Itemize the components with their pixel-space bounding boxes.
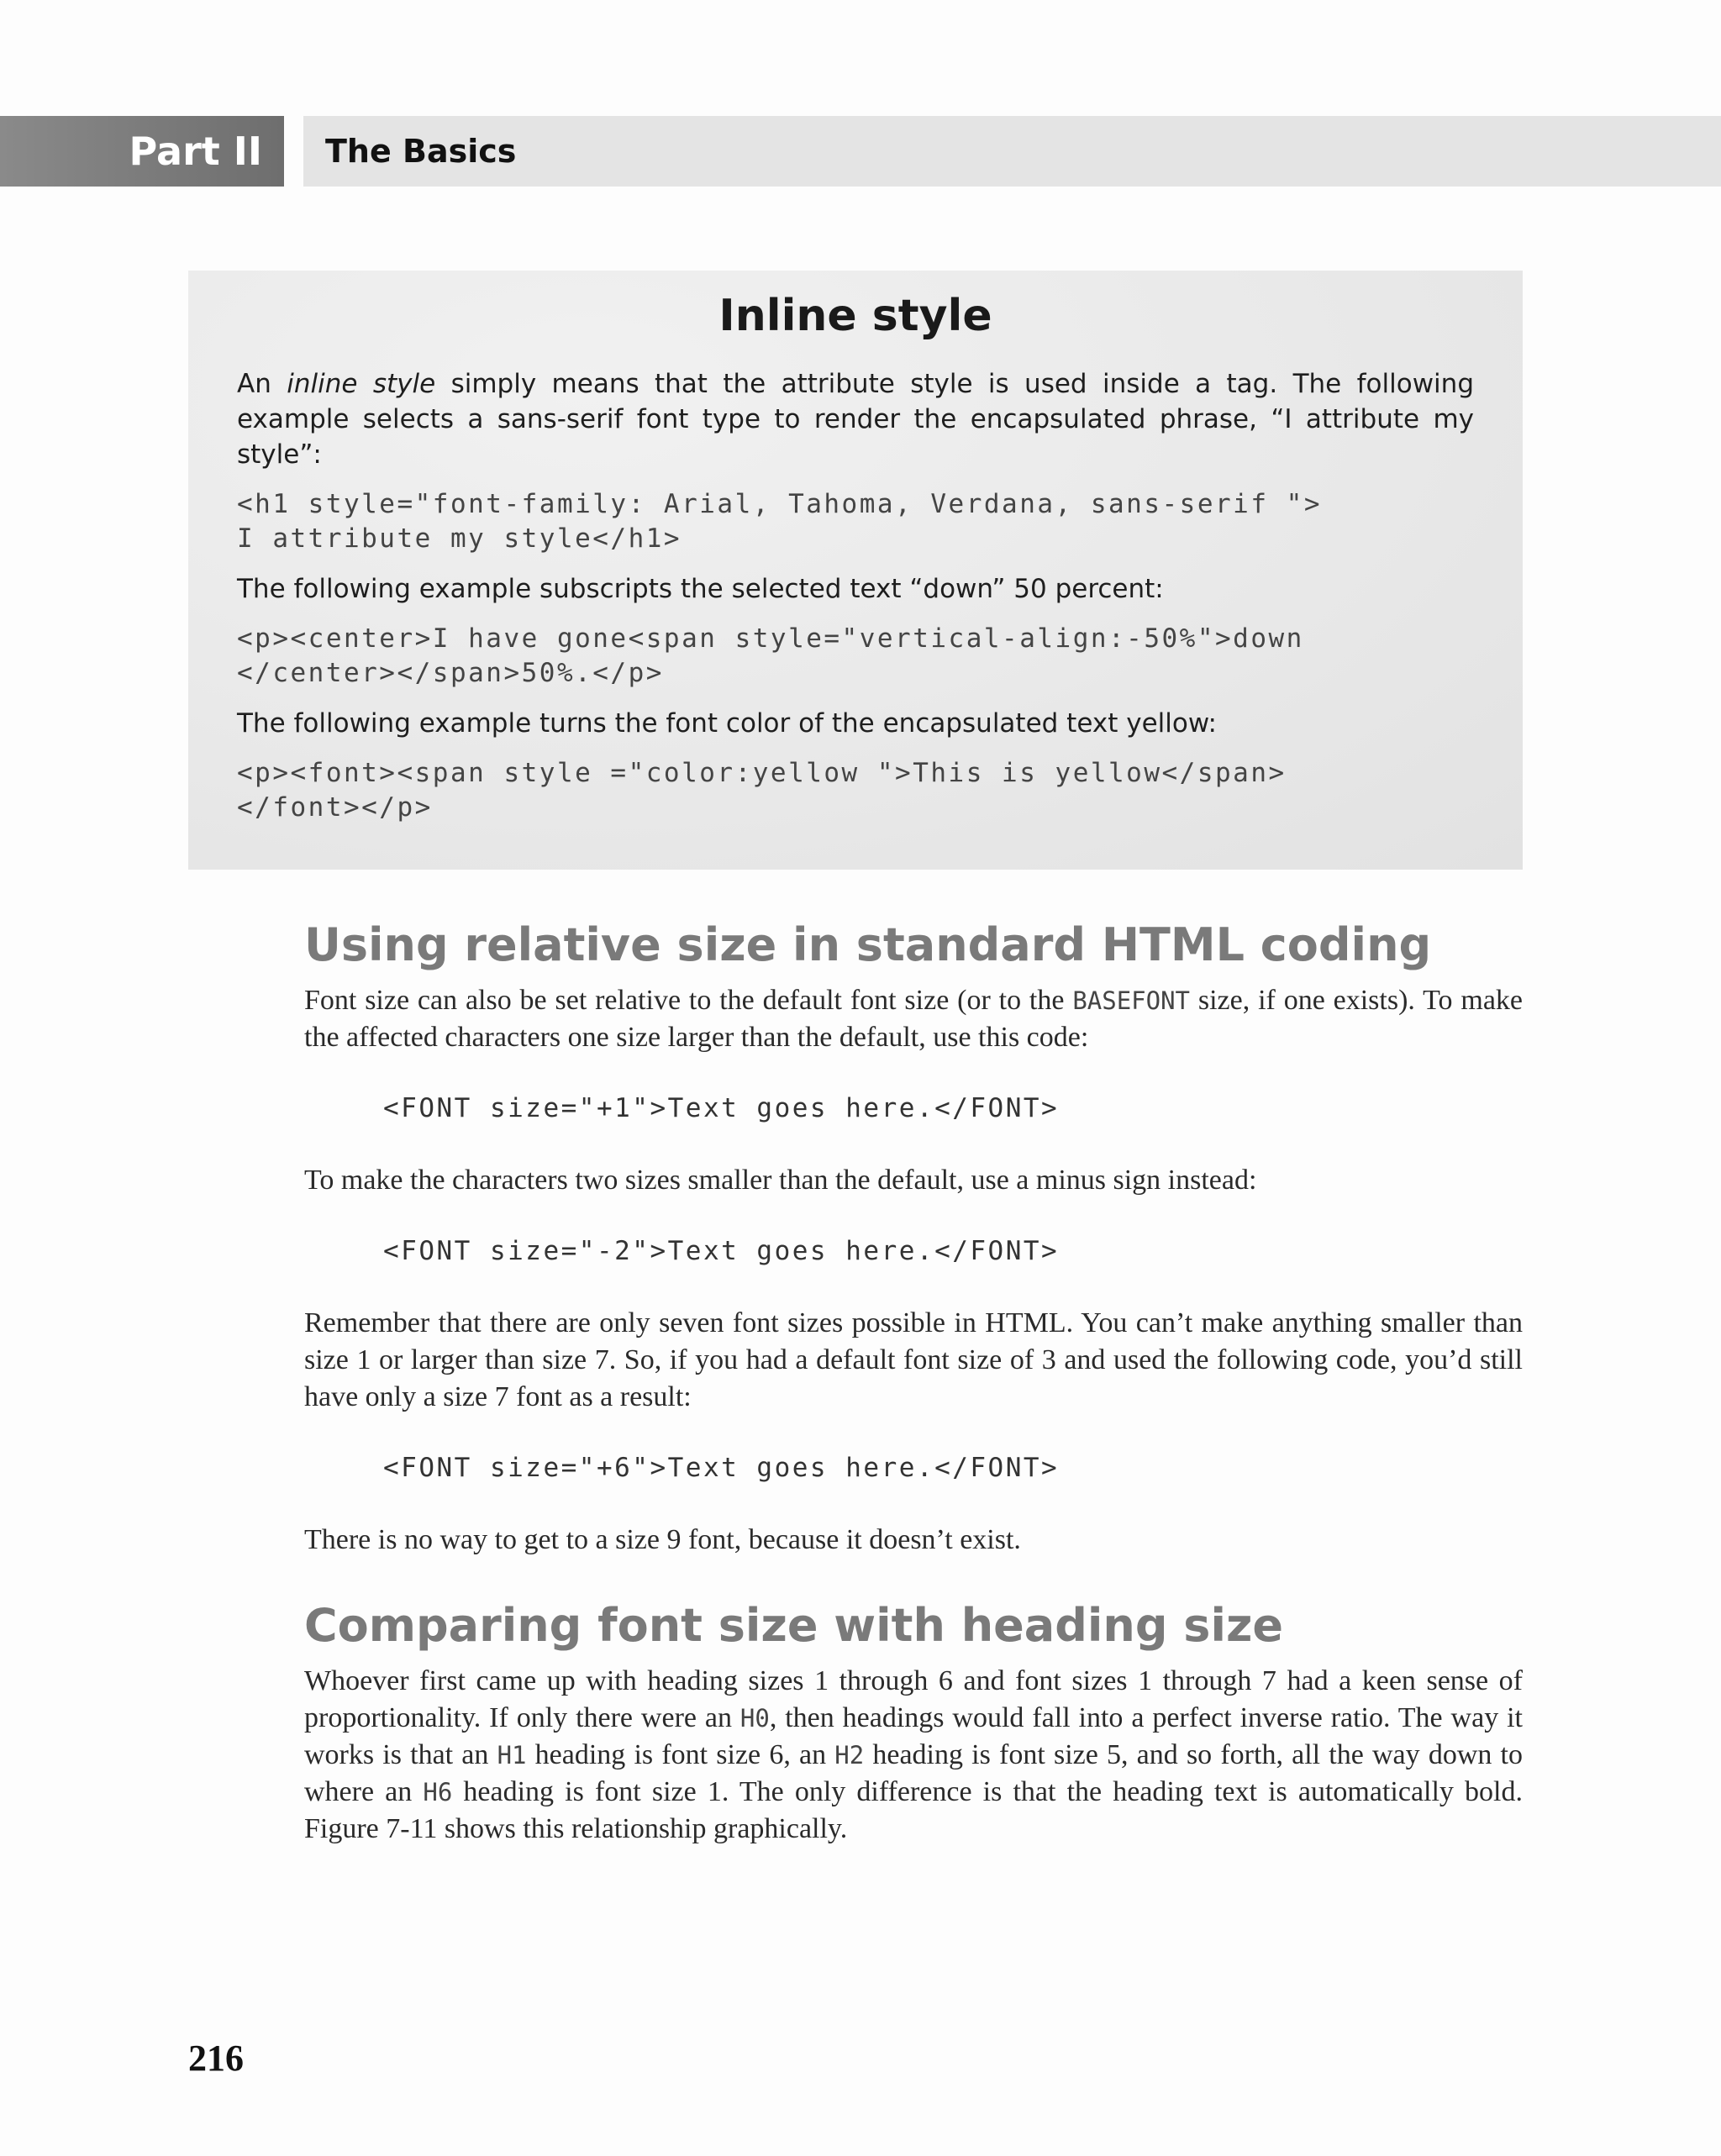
intro-text-end: simply means that the attribute style is used inside a tag. The following example selects a sans-serif font type to render the encapsulated phrase, “I attribute my style”: <box>237 369 1474 470</box>
section-heading-font-vs-heading: Comparing font size with heading size <box>304 1599 1284 1652</box>
inline-code-h6: H6 <box>423 1778 453 1806</box>
code-example-minus2: <FONT size="-2">Text goes here.</FONT> <box>383 1236 1060 1266</box>
section-heading-relative-size: Using relative size in standard HTML coding <box>304 918 1432 971</box>
sidebar-title: Inline style <box>718 291 992 341</box>
section2-paragraph <box>304 1663 1523 1848</box>
section1-paragraph-1 <box>304 982 1523 1056</box>
code-line: I attribute my style</h1> <box>237 523 682 554</box>
sidebar-code-1 <box>237 487 1474 556</box>
text-run: Whoever first came up with heading sizes 1 through 6 and font sizes 1 through 7 had a keen sense of proportionality. If only there were an <box>304 1665 1523 1733</box>
part-title-bar <box>303 116 1721 187</box>
inline-code-h1: H1 <box>497 1741 527 1769</box>
text-run: size, if one exists). To make the affected characters one size larger than the default, use this code: <box>304 985 1524 1053</box>
inline-code-basefont: BASEFONT <box>1072 986 1191 1015</box>
inline-code-h2: H2 <box>834 1741 865 1769</box>
sidebar-paragraph-2: The following example subscripts the selected text “down” 50 percent: <box>237 574 1164 604</box>
intro-emphasis: inline style <box>287 369 436 399</box>
code-line: </center></span>50%.</p> <box>237 658 664 688</box>
text-run: Font size can also be set relative to the default font size (or to the <box>304 985 1073 1016</box>
code-line: <p><center>I have gone<span style="vertical-align:-50%">down <box>237 623 1304 654</box>
main-content <box>304 912 1523 1848</box>
code-line: <h1 style="font-family: Arial, Tahoma, Verdana, sans-serif "> <box>237 489 1322 519</box>
code-example-plus6: <FONT size="+6">Text goes here.</FONT> <box>383 1453 1060 1483</box>
part-title: The Basics <box>325 133 517 170</box>
text-run: heading is font size 1. The only difference is that the heading text is automatically bold. Figure 7-11 shows this relationship graphically. <box>304 1776 1523 1844</box>
section1-paragraph-2: To make the characters two sizes smaller than the default, use a minus sign instead: <box>304 1165 1257 1196</box>
section1-paragraph-3: Remember that there are only seven font sizes possible in HTML. You can’t make anything smaller than size 1 or larger than size 7. So, if you had a default font size of 3 and used the following code, you’d still have only a size 7 font as a result: <box>304 1307 1523 1412</box>
part-label: Part II <box>0 116 284 187</box>
text-run: heading is font size 6, an <box>526 1739 835 1770</box>
intro-text-start: An <box>237 369 287 399</box>
sidebar-code-3 <box>237 756 1474 825</box>
sidebar-intro <box>237 366 1474 472</box>
sidebar-code-2 <box>237 622 1474 691</box>
page-number: 216 <box>188 2038 244 2079</box>
code-line: </font></p> <box>237 792 433 823</box>
code-example-plus1: <FONT size="+1">Text goes here.</FONT> <box>383 1093 1060 1123</box>
section1-paragraph-4: There is no way to get to a size 9 font, because it doesn’t exist. <box>304 1524 1021 1555</box>
text-run: heading is font size 5, and so forth, all the way down to where an <box>304 1739 1524 1807</box>
inline-code-h0: H0 <box>739 1704 770 1733</box>
sidebar-box <box>188 271 1523 870</box>
text-run: , then headings would fall into a perfect inverse ratio. The way it works is that an <box>304 1702 1523 1770</box>
sidebar-paragraph-3: The following example turns the font color of the encapsulated text yellow: <box>237 708 1217 739</box>
code-line: <p><font><span style ="color:yellow ">This is yellow</span> <box>237 758 1287 788</box>
